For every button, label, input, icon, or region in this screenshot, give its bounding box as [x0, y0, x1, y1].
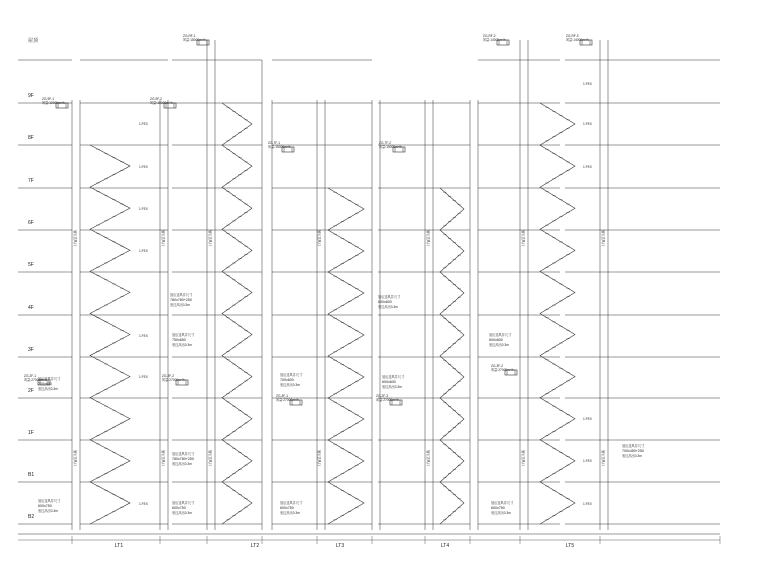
floor-label-5f: 5F [28, 262, 34, 268]
shaft-note-title: 加压送风井尺寸 [382, 375, 405, 379]
floor-grid [18, 40, 720, 544]
shaft-note-title: 加压送风井尺寸 [38, 499, 61, 503]
shaft-note-title: 加压送风井尺寸 [172, 333, 195, 337]
fan-note-id: ZG-9F-2 [150, 97, 163, 101]
stair-shaft-tag: 加压送风口 [426, 450, 430, 466]
vent-tag: 1.FEX [583, 417, 592, 421]
fan-note-flow: 风量:18000m³/h [183, 38, 206, 42]
stair-group-label-lt3: LT3 [335, 543, 345, 549]
fan-note-flow: 风量:27000m³/h [24, 378, 47, 382]
fan-note-id: ZG-2F-3 [376, 394, 389, 398]
floor-label-roof: 屋顶 [28, 38, 39, 44]
vent-tag: 1.FEX [583, 82, 592, 86]
shaft-note-size: 600x600 [382, 380, 396, 384]
stair-shaft-tag: 加压送风口 [601, 450, 605, 466]
vent-tag: 1.FEX [139, 207, 148, 211]
fan-note-id: ZG-RF-2 [483, 34, 496, 38]
floor-label-6f: 6F [28, 220, 34, 226]
fan-note-id: ZG-RF-1 [183, 34, 196, 38]
shaft-note-height: 底边高出0.3m [382, 385, 402, 389]
floor-label-4f: 4F [28, 305, 34, 311]
shaft-note-height: 底边高出0.3m [38, 387, 58, 391]
vent-tag: 1.FEX [139, 165, 148, 169]
stair-shaft-tag: 加压送风口 [73, 450, 77, 466]
stair-group-label-lt2: LT2 [250, 543, 260, 549]
floor-label-8f: 8F [28, 135, 34, 141]
fan-note-flow: 风量:14000m³/h [483, 38, 506, 42]
stair-flight-lt5 [540, 103, 575, 524]
shaft-note-size: 600x600 [378, 300, 392, 304]
fan-note-flow: 风量:15000m³/h [379, 145, 402, 149]
shaft-note-title: 加压送风井尺寸 [172, 452, 195, 456]
floor-label-2f: 2F [28, 388, 34, 394]
stair-group-label-lt4: LT4 [440, 543, 450, 549]
stair-shaft-tag: 加压送风口 [73, 230, 77, 246]
shaft-note-size: 700x450+250 [622, 449, 644, 453]
fan-note-id: ZG-9F-1 [42, 97, 55, 101]
stair-shaft-tag: 加压送风口 [161, 230, 165, 246]
stair-shaft-tag: 加压送风口 [317, 450, 321, 466]
stair-shaft-tag: 加压送风口 [521, 450, 525, 466]
vent-tag: 1.FEX [583, 459, 592, 463]
shaft-note-size: 780x780+250 [170, 298, 192, 302]
fan-note-id: ZG-3F-2 [491, 364, 504, 368]
shaft-note-title: 加压送风井尺寸 [622, 444, 645, 448]
shaft-note-height: 底边高出0.3m [280, 383, 300, 387]
shaft-note-title: 加压送风井尺寸 [172, 501, 195, 505]
vent-tag: 1.FEX [139, 375, 148, 379]
floor-label-b1: B1 [28, 472, 35, 478]
vent-tag: 1.FEX [583, 122, 592, 126]
stair-shaft-tag: 加压送风口 [208, 450, 212, 466]
stair-shaft-tag: 加压送风口 [317, 230, 321, 246]
fan-note-id: ZG-7F-2 [379, 141, 392, 145]
stair-shaft-tag: 加压送风口 [601, 230, 605, 246]
fan-note-flow: 风量:27000m³/h [162, 378, 185, 382]
shaft-note-title: 加压送风井尺寸 [280, 373, 303, 377]
pressure-fans [38, 40, 592, 405]
vent-tag: 1.FEX [139, 502, 148, 506]
stair-group-label-lt5: LT5 [565, 543, 575, 549]
floor-label-9f: 9F [28, 93, 34, 99]
shaft-note-height: 底边高出0.3m [622, 454, 642, 458]
floor-label-7f: 7F [28, 178, 34, 184]
fan-note-flow: 风量:14000m³/h [566, 38, 589, 42]
shaft-note-height: 底边高出0.3m [170, 303, 190, 307]
fan-note-flow: 风量:27000m³/h [376, 398, 399, 402]
stair-flight-lt3 [328, 188, 364, 524]
vent-tag: 1.FEX [139, 334, 148, 338]
fan-note-flow: 风量:27000m³/h [491, 368, 514, 372]
stair-flight-lt4 [440, 188, 464, 524]
floor-label-1f: 1F [28, 430, 34, 436]
shaft-note-height: 底边高出0.3m [378, 305, 398, 309]
shaft-note-size: 780x780+250 [172, 457, 194, 461]
shaft-note-size: 750x650 [172, 338, 186, 342]
stair-shaft-tag: 加压送风口 [426, 230, 430, 246]
fan-note-flow: 风量:27000m³/h [276, 398, 299, 402]
shaft-note-height: 底边高出0.3m [280, 511, 300, 515]
shaft-note-height: 底边高出0.3m [489, 343, 509, 347]
fan-note-id: ZG-2F-1 [24, 374, 37, 378]
fan-note-flow: 风量:10000m³/h [150, 101, 173, 105]
shaft-note-title: 加压送风井尺寸 [170, 293, 193, 297]
vent-tag: 1.FEX [583, 502, 592, 506]
shaft-note-height: 底边高出0.3m [38, 509, 58, 513]
vent-tag: 1.FEX [139, 249, 148, 253]
shaft-note-height: 底边高出0.3m [491, 511, 511, 515]
fan-note-id: ZG-2F-2 [162, 374, 175, 378]
shaft-note-size: 700x600 [280, 378, 294, 382]
stair-shaft-tag: 加压送风口 [208, 230, 212, 246]
shaft-note-title: 加压送风井尺寸 [38, 377, 61, 381]
shaft-note-title: 加压送风井尺寸 [489, 333, 512, 337]
stair-group-label-lt1: LT1 [114, 543, 124, 549]
stair-flight-lt1 [90, 145, 130, 524]
vent-tag: 1.FEX [583, 165, 592, 169]
stair-flight-lt2 [222, 103, 252, 524]
shaft-note-title: 加压送风井尺寸 [280, 501, 303, 505]
vent-tag: 1.FEX [139, 122, 148, 126]
shaft-note-size: 600x750 [280, 506, 294, 510]
shaft-note-size: 700x600 [38, 382, 52, 386]
shaft-note-size: 600x750 [491, 506, 505, 510]
shaft-note-size: 600x750 [172, 506, 186, 510]
shaft-note-title: 加压送风井尺寸 [491, 501, 514, 505]
shaft-note-size: 600x600 [489, 338, 503, 342]
fan-note-flow: 风量:10000m³/h [42, 101, 65, 105]
shaft-note-height: 底边高出0.3m [172, 343, 192, 347]
shaft-note-height: 底边高出0.3m [172, 462, 192, 466]
floor-label-b2: B2 [28, 514, 35, 520]
stair-shaft-tag: 加压送风口 [521, 230, 525, 246]
drawing-labels [24, 34, 645, 549]
shaft-note-height: 底边高出0.3m [172, 511, 192, 515]
fan-note-flow: 风量:15000m³/h [268, 145, 291, 149]
shaft-note-size: 600x750 [38, 504, 52, 508]
fan-note-id: ZG-3F-1 [276, 394, 289, 398]
shaft-note-title: 加压送风井尺寸 [378, 295, 401, 299]
floor-label-3f: 3F [28, 347, 34, 353]
fan-note-id: ZG-RF-3 [566, 34, 579, 38]
stair-shaft-tag: 加压送风口 [161, 450, 165, 466]
fan-note-id: ZG-7F-1 [268, 141, 281, 145]
